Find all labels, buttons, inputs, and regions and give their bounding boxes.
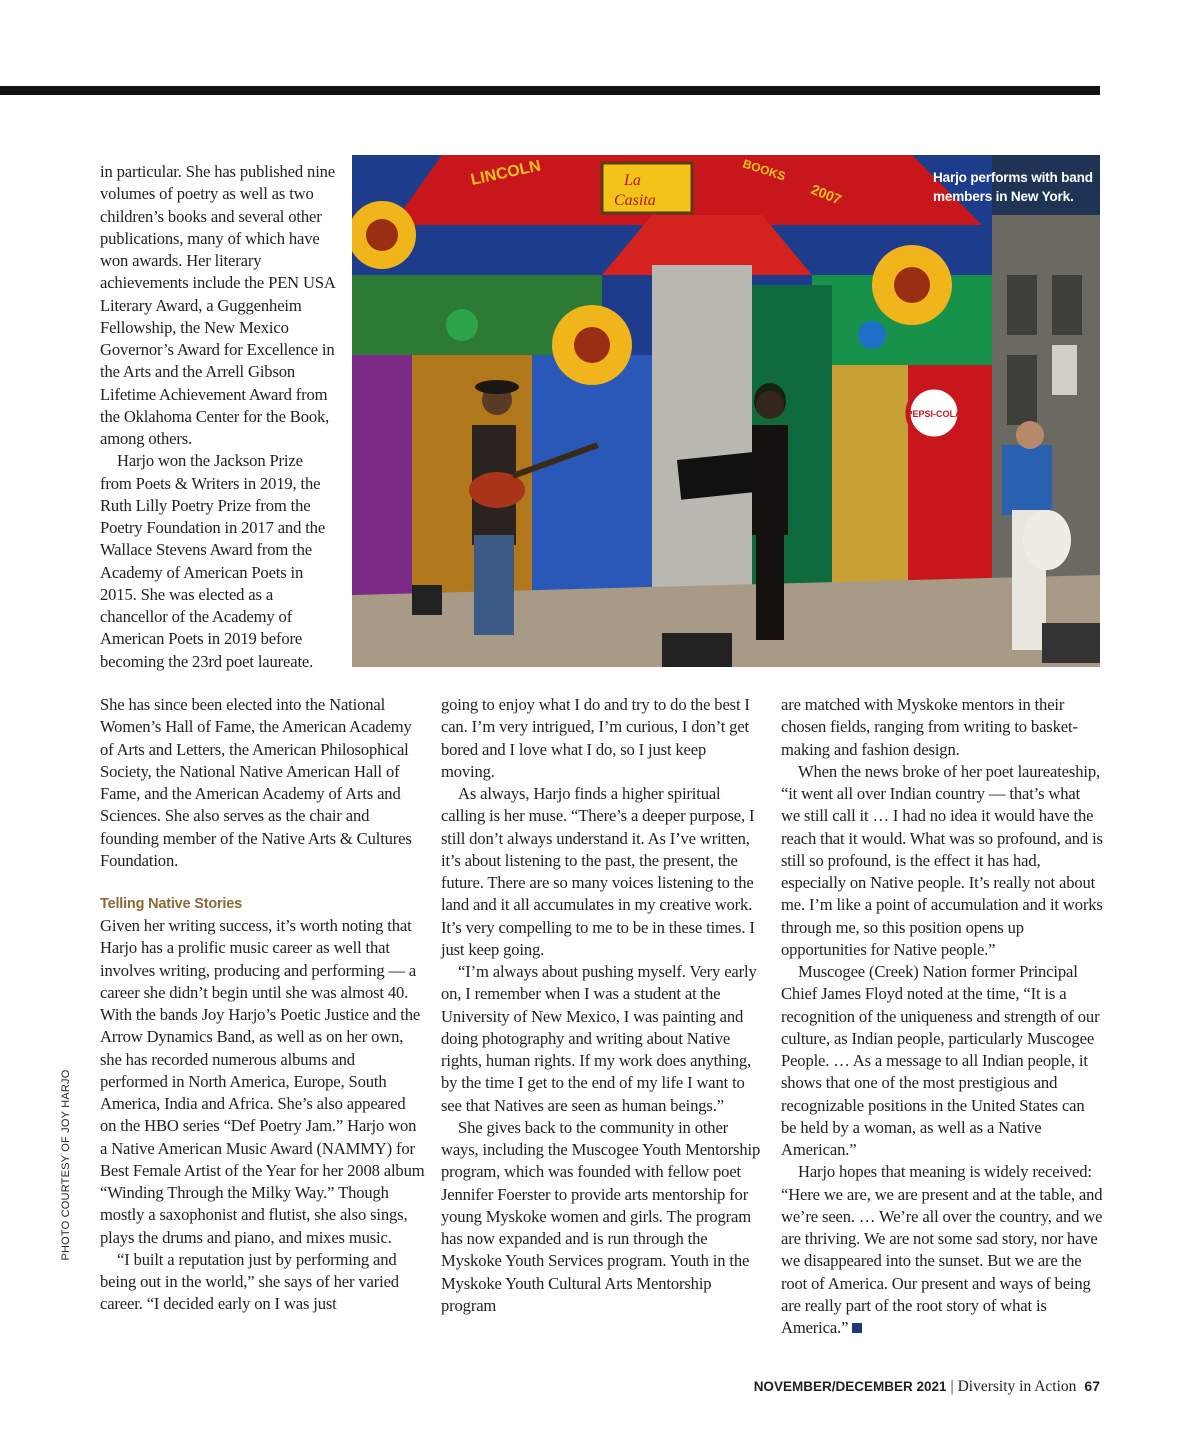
section-subhead: Telling Native Stories [100, 896, 242, 912]
la-casita-line-2: Casita [614, 192, 656, 209]
page-number: 67 [1084, 1378, 1100, 1394]
page-footer [754, 1378, 1100, 1396]
pepsi-sign: PEPSI-COLA [906, 409, 962, 419]
paragraph-meaning [781, 1161, 1103, 1339]
paragraph-music-career: Given her writing success, it’s worth noting that Harjo has a prolific music career as well that involves writing, producing and performing — a career she didn’t begin until she was almost 40. With the bands Joy Harjo’s Poetic Justice and the Arrow Dynamics Band, as well as on her own, she has recorded numerous albums and performed in North America, Europe, South America, India and Africa. She’s also appeared on the HBO series “Def Poetry Jam.” Harjo won a Native American Music Award (NAMMY) for Best Female Artist of the Year for her 2008 album “Winding Through the Milky Way.” Though mostly a saxophonist and flutist, she also sings, plays the drums and piano, and mixes music. [100, 916, 425, 1247]
lincoln-sign: LINCOLN [469, 157, 543, 189]
paragraph-awards: in particular. She has published nine volumes of poetry as well as two children’s books and several other publications, many of which have won awards. Her literary achievements include the PEN USA Literary Award, a Guggenheim Fellowship, the New Mexico Governor’s Award for Excellence in the Arts and the Arrell Gibson Lifetime Achievement Award from the Oklahoma Center for the Book, among others. [100, 162, 336, 448]
paragraph-reputation: “I built a reputation just by performing and being out in the world,” she says of her varied career. “I decided early on I was just [100, 1249, 399, 1314]
footer-separator: | [950, 1378, 954, 1395]
paragraph-spiritual-calling: As always, Harjo finds a higher spiritual calling is her muse. “There’s a deeper purpose, I still don’t always understand it. As I’ve written, it’s about listening to the past, the present, the future. There are so many voices listening to the land and it all accumulates in my creative work. It’s very compelling to me to be in these times. I just keep going. [441, 784, 755, 959]
paragraph-meaning-text: Harjo hopes that meaning is widely received: “Here we are, we are present and at the table, and we’re seen. … We’re all over the country, and we are thriving. We are not some sad story, nor have we disappeared into the sunset. But we are the root of America. Our present and ways of being are really part of the root story of what is America.” [781, 1162, 1103, 1337]
column-1-top [100, 161, 336, 673]
books-sign: BOOKS [741, 156, 788, 184]
paragraph-jackson-prize-continued: She has since been elected into the National Women’s Hall of Fame, the American Academy of Arts and Letters, the American Philosophical Society, the National Native American Hall of Fame, and the American Academy of Arts and Sciences. She also serves as the chair and founding member of the Native Arts & Cultures Foundation. [100, 695, 412, 870]
end-of-article-mark [852, 1323, 862, 1333]
year-sign: 2007 [808, 180, 844, 208]
performance-photo [352, 155, 1100, 667]
paragraph-pushing-myself: “I’m always about pushing myself. Very early on, I remember when I was a student at the University of New Mexico, I was painting and doing photography and writing about Native rights, human rights. If my work does anything, by the time I get to the end of my life I want to see that Natives are seen as human beings.” [441, 962, 757, 1115]
magazine-name: Diversity in Action [957, 1378, 1077, 1395]
photo-caption: Harjo performs with band members in New York. [933, 170, 1093, 204]
photo-credit-text: PHOTO COURTESY OF JOY HARJO [60, 1069, 72, 1261]
column-3 [781, 694, 1103, 1339]
paragraph-chief-floyd: Muscogee (Creek) Nation former Principal Chief James Floyd noted at the time, “It is a recognition of the uniqueness and strength of our culture, as Indian people, particularly Muscogee People. … As a message to all Indian people, it shows that one of the most prestigious and recognizable positions in the United States can be held by a woman, as well as a Native American.” [781, 962, 1100, 1159]
paragraph-enjoy: going to enjoy what I do and try to do the best I can. I’m very intrigued, I’m curious, I don’t get bored and I love what I do, so I just keep moving. [441, 695, 750, 781]
paragraph-laureateship: When the news broke of her poet laureateship, “it went all over Indian country — that’s what we still call it … I had no idea it would have the reach that it would. What was so profound, and is still so profound, is the effect it has had, especially on Native people. It’s really not about me. I’m like a point of accumulation and it works through me, so this position opens up opportunities for Native people.” [781, 761, 1103, 959]
top-rule [0, 86, 1100, 95]
paragraph-gives-back: She gives back to the community in other ways, including the Muscogee Youth Mentorship program, which was founded with fellow poet Jennifer Foerster to provide arts mentorship for young Myskoke women and girls. The program has now expanded and is run through the Myskoke Youth Services program. Youth in the Myskoke Youth Cultural Arts Mentorship program [441, 1117, 761, 1315]
photo-illustration [352, 155, 1100, 667]
paragraph-jackson-prize-start: Harjo won the Jackson Prize from Poets & Writers in 2019, the Ruth Lilly Poetry Prize from the Poetry Foundation in 2017 and the Wallace Stevens Award from the Academy of American Poets in 2015. She was elected as a chancellor of the Academy of American Poets in 2019 before becoming the 23rd poet laureate. [100, 451, 326, 671]
issue-date: NOVEMBER/DECEMBER 2021 [753, 1379, 947, 1394]
paragraph-mentors: are matched with Myskoke mentors in their chosen fields, ranging from writing to basket-making and fashion design. [781, 695, 1078, 759]
la-casita-line-1: La [624, 172, 641, 189]
column-2 [441, 694, 763, 1317]
column-1-bottom [100, 694, 425, 1316]
